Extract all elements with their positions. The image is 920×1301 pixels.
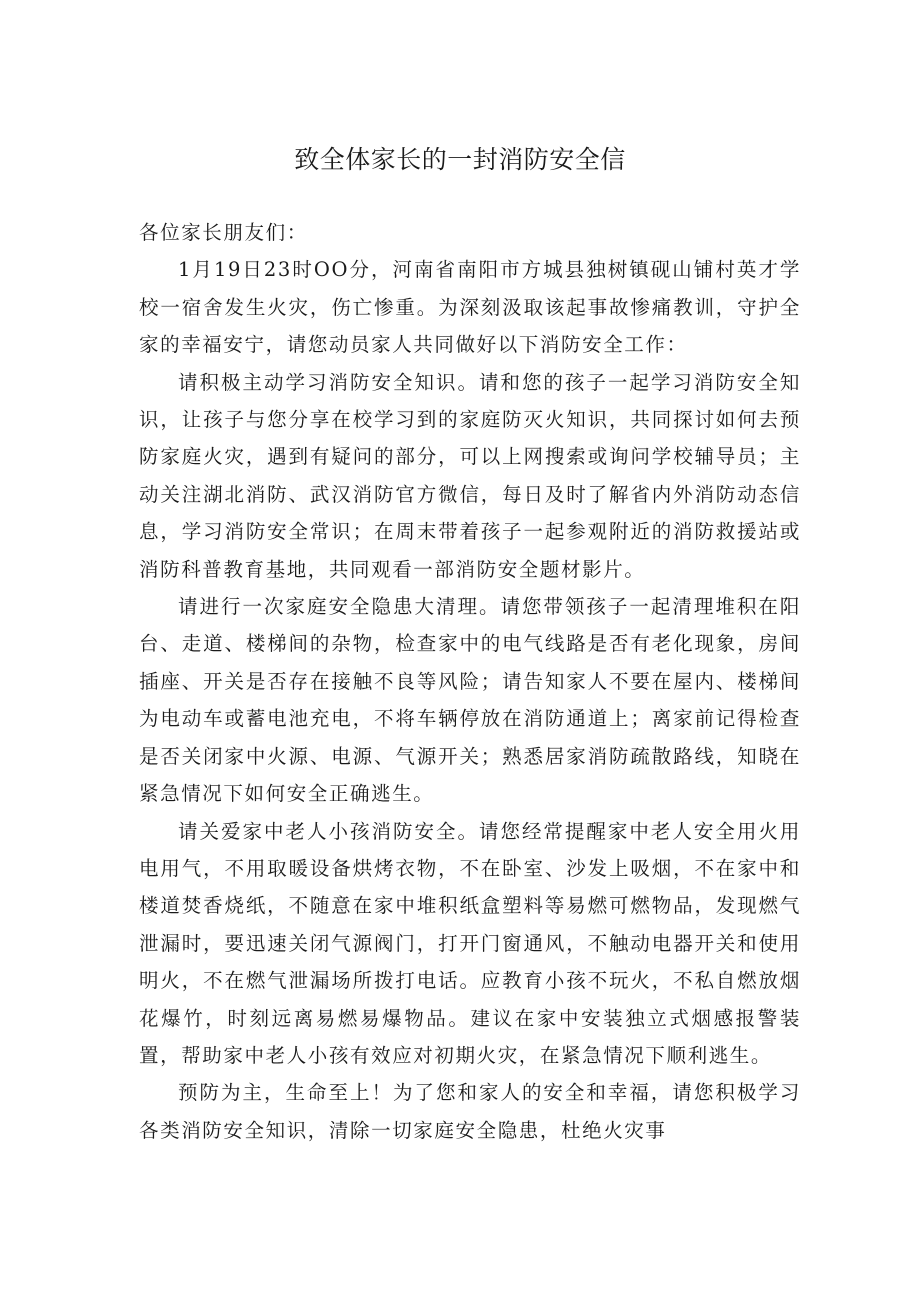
paragraph-incident: 1月19日23时OO分，河南省南阳市方城县独树镇砚山铺村英才学校一宿舍发生火灾，伤亡惨重。为深刻汲取该起事故惨痛教训，守护全家的幸福安宁，请您动员家人共同做好以下消防安全工作： [139,258,801,357]
letter-body [139,214,801,1149]
greeting-line: 各位家长朋友们： [139,221,308,244]
letter-title: 致全体家长的一封消防安全信 [294,145,626,174]
paragraph-closing: 预防为主，生命至上！为了您和家人的安全和幸福，请您积极学习各类消防安全知识，清除一切家庭安全隐患，杜绝火灾事 [139,1081,801,1142]
paragraph-clear-hazards: 请进行一次家庭安全隐患大清理。请您带领孩子一起清理堆积在阳台、走道、楼梯间的杂物，检查家中的电气线路是否有老化现象，房间插座、开关是否存在接触不良等风险；请告知家人不要在屋内、楼梯间为电动车或蓄电池充电，不将车辆停放在消防通道上；离家前记得检查是否关闭家中火源、电源、气源开关；熟悉居家消防疏散路线，知晓在紧急情况下如何安全正确逃生。 [139,595,801,806]
paragraph-learn-safety: 请积极主动学习消防安全知识。请和您的孩子一起学习消防安全知识，让孩子与您分享在校学习到的家庭防灭火知识，共同探讨如何去预防家庭火灾，遇到有疑问的部分，可以上网搜索或询问学校辅导员；主动关注湖北消防、武汉消防官方微信，每日及时了解省内外消防动态信息，学习消防安全常识；在周末带着孩子一起参观附近的消防救援站或消防科普教育基地，共同观看一部消防安全题材影片。 [139,370,801,581]
paragraph-care-elders-children: 请关爱家中老人小孩消防安全。请您经常提醒家中老人安全用火用电用气，不用取暖设备烘烤衣物，不在卧室、沙发上吸烟，不在家中和楼道焚香烧纸，不随意在家中堆积纸盒塑料等易燃可燃物品，发现燃气泄漏时，要迅速关闭气源阀门，打开门窗通风，不触动电器开关和使用明火，不在燃气泄漏场所拨打电话。应教育小孩不玩火，不私自燃放烟花爆竹，时刻远离易燃易爆物品。建议在家中安装独立式烟感报警装置，帮助家中老人小孩有效应对初期火灾，在紧急情况下顺利逃生。 [139,819,801,1067]
